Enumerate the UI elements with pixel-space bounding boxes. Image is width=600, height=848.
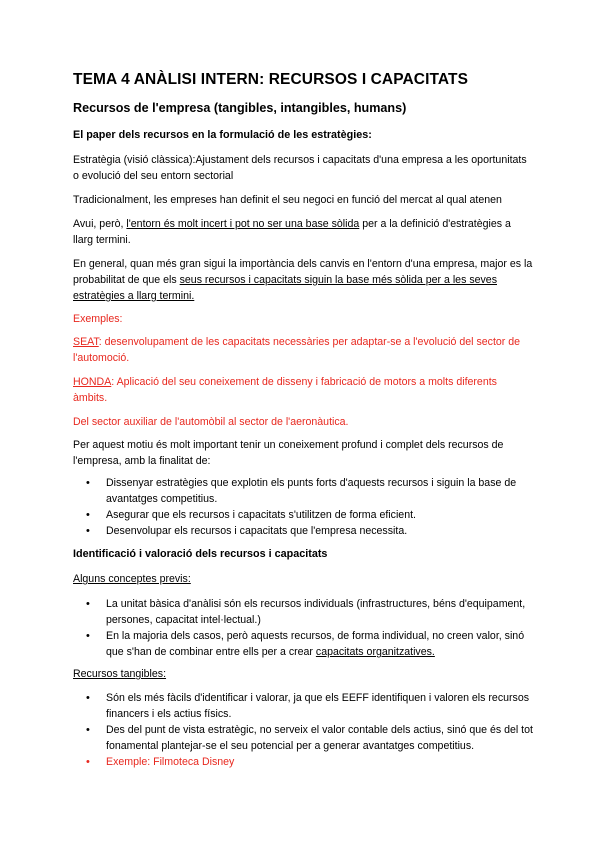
example-honda-name: HONDA [73, 376, 112, 388]
list-tangibles [73, 690, 533, 770]
subtitle: Recursos de l'empresa (tangibles, intangibles, humans) [73, 101, 407, 115]
general-text-start: En general, quan més gran sigui la importància dels canvis en l'entorn d'una empresa, major es la probabilitat de que els [73, 258, 533, 286]
avui-text-end: per a la definició d'estratègies a llarg termini. [73, 218, 511, 246]
section-heading-identificacio: Identificació i valoració dels recursos i capacitats [73, 548, 328, 560]
list-item: • La unitat bàsica d'anàlisi són els recursos individuals (infrastructures, béns d'equipament, persones, capacitat intel·lectual.) [73, 596, 533, 628]
example-seat-name: SEAT [73, 336, 99, 348]
list-item: • Asegurar que els recursos i capacitats s'utilitzen de forma eficient. [73, 507, 533, 523]
tangibles-label: Recursos tangibles: [73, 668, 167, 680]
concepte-text: En la majoria dels casos, però aquests recursos, de forma individual, no creen valor, sinó que s'han de combinar entre ells per a crear [106, 630, 525, 658]
avui-underlined: l'entorn és molt incert i pot no ser una base sòlida [126, 218, 360, 230]
list-item [73, 628, 533, 660]
conceptes-label: Alguns conceptes previs: [73, 573, 191, 585]
list-item: • Són els més fàcils d'identificar i valorar, ja que els EEFF identifiquen i valoren els recursos financers i els actius físics. [73, 690, 533, 722]
paragraph-tradicional: Tradicionalment, les empreses han definit el seu negoci en funció del mercat al qual atenen [73, 194, 502, 206]
avui-text-start: Avui, però, [73, 218, 127, 230]
page-title: TEMA 4 ANÀLISI INTERN: RECURSOS I CAPACITATS [73, 71, 469, 88]
example-honda-text: : Aplicació del seu coneixement de disseny i fabricació de motors a molts diferents àmbits. [73, 376, 497, 404]
paragraph-estrategia: Estratègia (visió clàssica):Ajustament dels recursos i capacitats d'una empresa a les oportunitats o evolució del seu entorn sectorial [73, 154, 527, 182]
section-heading-recursos: El paper dels recursos en la formulació de les estratègies: [73, 129, 372, 141]
list-item-example: • Exemple: Filmoteca Disney [73, 754, 533, 770]
example-sector: Del sector auxiliar de l'automòbil al sector de l'aeronàutica. [73, 416, 349, 428]
example-honda [73, 374, 533, 406]
list-item: • Des del punt de vista estratègic, no serveix el valor contable dels actius, sinó que és del tot fonamental plantejar-se el seu potencial per a generar avantatges competitius. [73, 722, 533, 754]
paragraph-avui [73, 216, 533, 248]
paragraph-general [73, 256, 533, 304]
list-item: • Dissenyar estratègies que explotin els punts forts d'aquests recursos i siguin la base de avantatges competitius. [73, 475, 533, 507]
paragraph-motiu: Per aquest motiu és molt important tenir un coneixement profund i complet dels recursos de l'empresa, amb la finalitat de: [73, 439, 504, 467]
general-underlined: seus recursos i capacitats siguin la base més sòlida per a les seves estratègies a llarg termini. [73, 274, 497, 302]
examples-label: Exemples: [73, 313, 123, 325]
example-seat [73, 334, 533, 366]
concepte-underlined: capacitats organitzatives. [315, 646, 435, 658]
example-seat-text: : desenvolupament de les capacitats necessàries per adaptar-se a l'evolució del sector de l'automoció. [73, 336, 521, 364]
list-conceptes [73, 596, 533, 660]
list-finalitat [73, 475, 533, 539]
list-item: • Desenvolupar els recursos i capacitats que l'empresa necessita. [73, 523, 533, 539]
